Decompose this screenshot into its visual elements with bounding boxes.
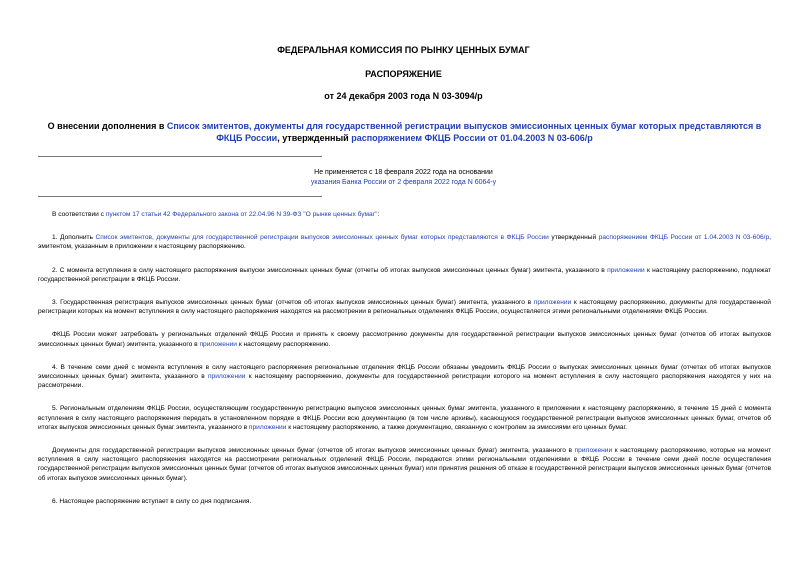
paragraph-text: к настоящему распоряжению, документы для государственной регистрации которых на момент вступления в силу настоящего распоряжения находятся на рассмотрении в региональных отделениях ФКЦБ России, осуществляется этими региональными отделениями ФКЦБ России.	[38, 299, 771, 316]
paragraph-text: , эмитентом, указанным в приложении к настоящему распоряжению.	[38, 234, 771, 251]
paragraph-text: ФКЦБ России может затребовать у региональных отделений ФКЦБ России и принять к своему рассмотрению документы для государственной регистрации выпусков эмиссионных ценных бумаг (отчетов об итогах выпусков эмиссионных ценных бумаг) эмитента, указанного в	[38, 331, 771, 348]
appendix-link[interactable]: приложении	[199, 340, 237, 348]
paragraph-4	[38, 363, 771, 391]
paragraph-text: 5. Региональным отделениям ФКЦБ России, осуществляющим государственную регистрацию выпусков эмиссионных ценных бумаг эмитента, указанного в приложении к настоящему распоряжению, в течение 15 дней с момента вступления в силу настоящего распоряжения передать в установленном порядке в ФКЦБ России всю документацию (в том числе архивы), касающуюся государственной регистрации выпусков эмиссионных ценных бумаг, отчетов об итогах выпусков эмиссионных ценных бумаг эмитента, указанного в	[38, 405, 771, 431]
paragraph-1	[38, 233, 771, 251]
appendix-link[interactable]: приложении	[574, 447, 613, 455]
appendix-link[interactable]: приложении	[207, 373, 246, 381]
appendix-link[interactable]: приложении	[248, 423, 287, 431]
title-text-mid: , утвержденный	[277, 133, 352, 143]
document-type-heading: РАСПОРЯЖЕНИЕ	[365, 69, 442, 79]
paragraph-3-continued	[38, 330, 771, 348]
paragraph-text: 4. В течение семи дней с момента вступления в силу настоящего распоряжения региональные отделения ФКЦБ России обязаны уведомить ФКЦБ России о выпусках эмиссионных ценных бумаг (отчетах об итогах выпусков эмиссионных ценных бумаг) эмитента, указанного в	[38, 363, 771, 381]
divider-top	[38, 156, 322, 157]
paragraph-text: 1. Дополнить	[52, 234, 96, 242]
paragraph-5-continued	[38, 446, 771, 483]
list-link[interactable]: Список эмитентов, документы для государственной регистрации выпусков эмиссионных ценных бумаг которых представляются в ФКЦБ России	[95, 234, 549, 242]
divider-bottom	[38, 196, 322, 197]
issuer-heading: ФЕДЕРАЛЬНАЯ КОМИССИЯ ПО РЫНКУ ЦЕННЫХ БУМАГ	[277, 45, 530, 55]
status-note-link[interactable]: указания Банка России от 2 февраля 2022 года N 6064-у	[310, 179, 497, 186]
paragraph-text: к настоящему распоряжению, подлежат государственной регистрации в ФКЦБ России.	[38, 266, 771, 283]
paragraph-text: В соответствии с	[52, 211, 106, 218]
paragraph-preamble	[38, 210, 771, 219]
title-link-order[interactable]: распоряжением ФКЦБ России от 01.04.2003 N 03-606/р	[351, 133, 593, 143]
paragraph-text: 3. Государственная регистрация выпусков эмиссионных ценных бумаг (отчетов об итогах выпусков эмиссионных ценных бумаг) эмитента, указанного в	[52, 299, 534, 307]
document-title	[38, 120, 771, 144]
paragraph-text: к настоящему распоряжению, а также документацию, связанную с контролем за эмиссиями его ценных бумаг.	[286, 423, 627, 431]
status-note	[0, 168, 807, 188]
paragraph-text: утвержденный	[548, 234, 599, 242]
paragraph-text: к настоящему распоряжению, которые на момент вступления в силу настоящего распоряжения находятся на рассмотрении региональных отделений ФКЦБ России, передаются этими региональными отделениями в ФКЦБ России в течение семи дней после осуществления государственной регистрации выпусков эмиссионных ценных бумаг (отчетов об итогах выпусков эмиссионных ценных бумаг) или принятия решения об отказе в государственной регистрации выпусков эмиссионных ценных бумаг (отчетов об итогах выпусков эмиссионных ценных бумаг).	[38, 447, 771, 482]
law-link[interactable]: пунктом 17 статьи 42 Федерального закона от 22.04.96 N 39-ФЗ "О рынке ценных бумаг"	[105, 211, 378, 218]
paragraph-5	[38, 404, 771, 432]
paragraph-text: Документы для государственной регистрации выпусков эмиссионных ценных бумаг (отчетов об итогах выпусков эмиссионных ценных бумаг) эмитента, указанного в	[52, 447, 575, 455]
order-link[interactable]: распоряжением ФКЦБ России от 1.04.2003 N 03-606/р	[598, 234, 770, 242]
appendix-link[interactable]: приложении	[607, 266, 645, 274]
paragraph-3	[38, 298, 771, 316]
paragraph-6	[38, 497, 771, 506]
status-note-text: Не применяется с 18 февраля 2022 года на основании	[314, 169, 493, 176]
paragraph-text: 6. Настоящее распоряжение вступает в силу со дня подписания.	[52, 497, 252, 505]
title-link-list[interactable]: Список эмитентов, документы для государственной регистрации выпусков эмиссионных ценных бумаг которых представляются в ФКЦБ России	[166, 121, 762, 143]
paragraph-text: к настоящему распоряжению, документы для государственной регистрации которого на момент вступления в силу настоящего распоряжения находятся у них на рассмотрении.	[38, 373, 771, 390]
paragraph-text: :	[377, 211, 380, 218]
paragraph-text: 2. С момента вступления в силу настоящего распоряжения выпуски эмиссионных ценных бумаг (отчеты об итогах выпусков эмиссионных ценных бумаг) эмитента, указанного в	[52, 266, 608, 274]
appendix-link[interactable]: приложении	[533, 299, 572, 307]
paragraph-2	[38, 266, 771, 284]
title-text-pre: О внесении дополнения в	[47, 121, 167, 131]
date-number-heading: от 24 декабря 2003 года N 03-3094/р	[324, 91, 483, 101]
paragraph-text: к настоящему распоряжению.	[236, 340, 331, 348]
document-body	[38, 210, 771, 520]
